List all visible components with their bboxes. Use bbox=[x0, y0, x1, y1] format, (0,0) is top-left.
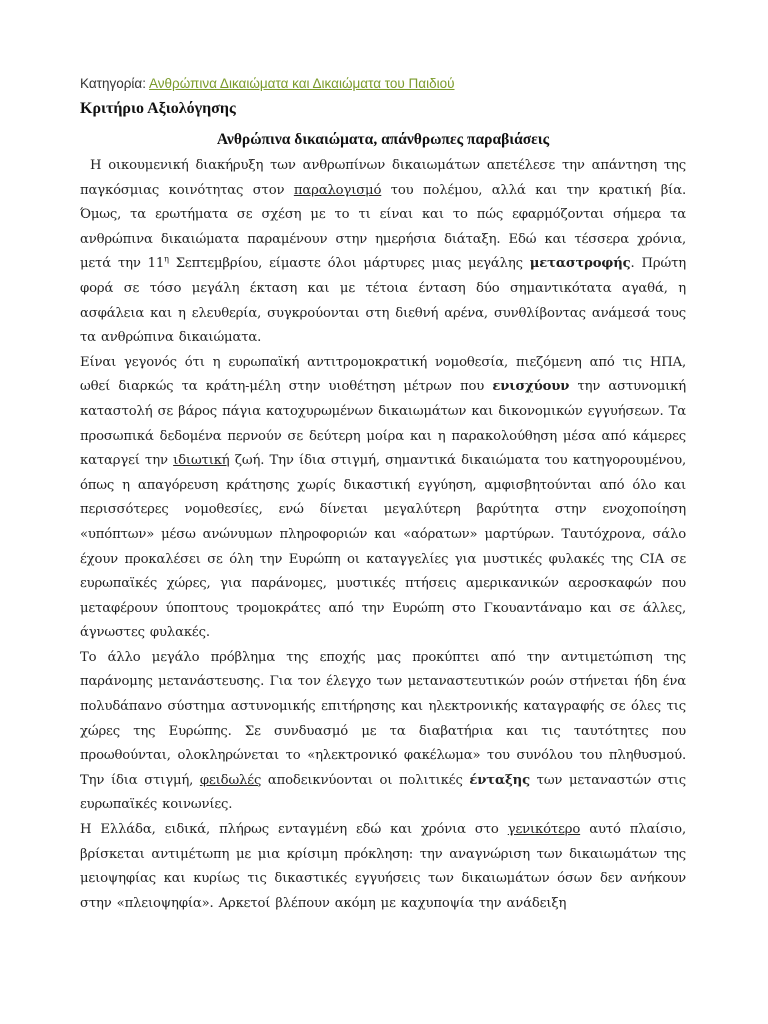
text-run: των μεταναστών στις ευρωπαϊκές κοινωνίες. bbox=[80, 772, 686, 813]
underlined-word: παραλογισμό bbox=[293, 182, 382, 198]
text-run: την αστυνομική καταστολή σε βάρος πάγια κατοχυρωμένων δικαιωμάτων και δικονομικών εγγυήσεων. Τα προσωπικά δεδομένα περνούν σε δεύτερη μοίρα και η παρακολούθηση μέσα από κάμερες καταργεί την bbox=[80, 379, 686, 469]
text-run: Η οικουμενική διακήρυξη των ανθρωπίνων δικαιωμάτων απετέλεσε την απάντηση της παγκόσμιας κοινότητας στον bbox=[80, 158, 686, 198]
bold-word: ένταξης bbox=[469, 772, 530, 788]
bold-word: ενισχύουν bbox=[492, 379, 570, 395]
text-run: του πολέμου, αλλά και την κρατική βία. Όμως, τα ερωτήματα σε σχέση με το τι είναι και το πώς εφαρμόζονται σήμερα τα ανθρώπινα δικαιώματα παραμένουν στην ημερήσια διάταξη. Εδώ και τέσσερα χρόνια, μετά την 11 bbox=[80, 182, 686, 272]
paragraph-4 bbox=[80, 818, 686, 916]
underlined-word: γενικότερο bbox=[507, 822, 581, 838]
text-run: Είναι γεγονός ότι η ευρωπαϊκή αντιτρομοκρατική νομοθεσία, πιεζόμενη από τις ΗΠΑ, ωθεί διαρκώς τα κράτη-μέλη στην υιοθέτηση μέτρων που bbox=[80, 354, 686, 395]
text-run: αποδεικνύονται οι πολιτικές bbox=[261, 772, 470, 788]
paragraph-1 bbox=[80, 154, 686, 351]
document-page bbox=[80, 74, 686, 916]
article-heading: Ανθρώπινα δικαιώματα, απάνθρωπες παραβιάσεις bbox=[216, 131, 550, 148]
text-run: Σεπτεμβρίου, είμαστε όλοι μάρτυρες μιας μεγάλης bbox=[168, 256, 530, 272]
text-run: Η Ελλάδα, ειδικά, πλήρως ενταγμένη εδώ και χρόνια στο bbox=[80, 822, 508, 838]
bold-word: μεταστροφής bbox=[529, 256, 631, 272]
underlined-word: φειδωλές bbox=[199, 772, 262, 788]
category-line bbox=[80, 74, 686, 94]
paragraph-2 bbox=[80, 351, 686, 646]
paragraph-3 bbox=[80, 646, 686, 818]
text-run: Το άλλο μεγάλο πρόβλημα της εποχής μας προκύπτει από την αντιμετώπιση της παράνομης μετανάστευσης. Για τον έλεγχο των μεταναστευτικών ροών στήνεται ήδη ένα πολυδάπανο σύστημα αστυνομικής επιτήρησης και ηλεκτρονικής καταγραφής σε όλες τις χώρες της Ευρώπης. Σε συνδυασμό με τα διαβατήρια και τις ταυτότητες που προωθούνται, ολοκληρώνεται το «ηλεκτρονικό φακέλωμα» του συνόλου του πληθυσμού. Την ίδια στιγμή, bbox=[80, 649, 686, 788]
superscript: η bbox=[164, 254, 169, 264]
text-run: ζωή. Την ίδια στιγμή, σημαντικά δικαιώματα του κατηγορουμένου, όπως η απαγόρευση κράτησης χωρίς δικαστική εγγύηση, αμφισβητούνται από όλο και περισσότερες νομοθεσίες, ενώ δίνεται μεγαλύτερη βαρύτητα στην ενοχοποίηση «υπόπτων» μέσω ανώνυμων πληροφοριών και «αόρατων» μαρτύρων. Ταυτόχρονα, σάλο έχουν προκαλέσει σε όλη την Ευρώπη οι καταγγελίες για μυστικές φυλακές της CIA σε ευρωπαϊκές χώρες, για παράνομες, μυστικές πτήσεις αμερικανικών αεροσκαφών που μεταφέρουν ύποπτους τρομοκράτες από την Ευρώπη στο Γκουαντάναμο και σε άλλες, άγνωστες φυλακές. bbox=[80, 453, 686, 641]
category-link[interactable]: Ανθρώπινα Δικαιώματα και Δικαιώματα του Παιδιού bbox=[149, 76, 455, 91]
text-run: αυτό πλαίσιο, βρίσκεται αντιμέτωπη με μια κρίσιμη πρόκληση: την αναγνώριση των δικαιωμάτων της μειοψηφίας και κυρίως τις δικαστικές εγγυήσεις των δικαιωμάτων όσων δεν ανήκουν στην «πλειοψηφία». Αρκετοί βλέπουν ακόμη με καχυποψία την ανάδειξη bbox=[80, 822, 686, 911]
text-run: . Πρώτη φορά σε τόσο μεγάλη έκταση και με τέτοια ένταση δύο σημαντικότατα αγαθά, η ασφάλεια και η ελευθερία, συγκρούονται στη διεθνή αρένα, συνθλίβοντας ανάμεσά τους τα ανθρώπινα δικαιώματα. bbox=[80, 256, 686, 346]
category-label: Κατηγορία: bbox=[80, 76, 146, 91]
underlined-word: ιδιωτική bbox=[173, 453, 230, 469]
document-title: Κριτήριο Αξιολόγησης bbox=[80, 100, 236, 117]
